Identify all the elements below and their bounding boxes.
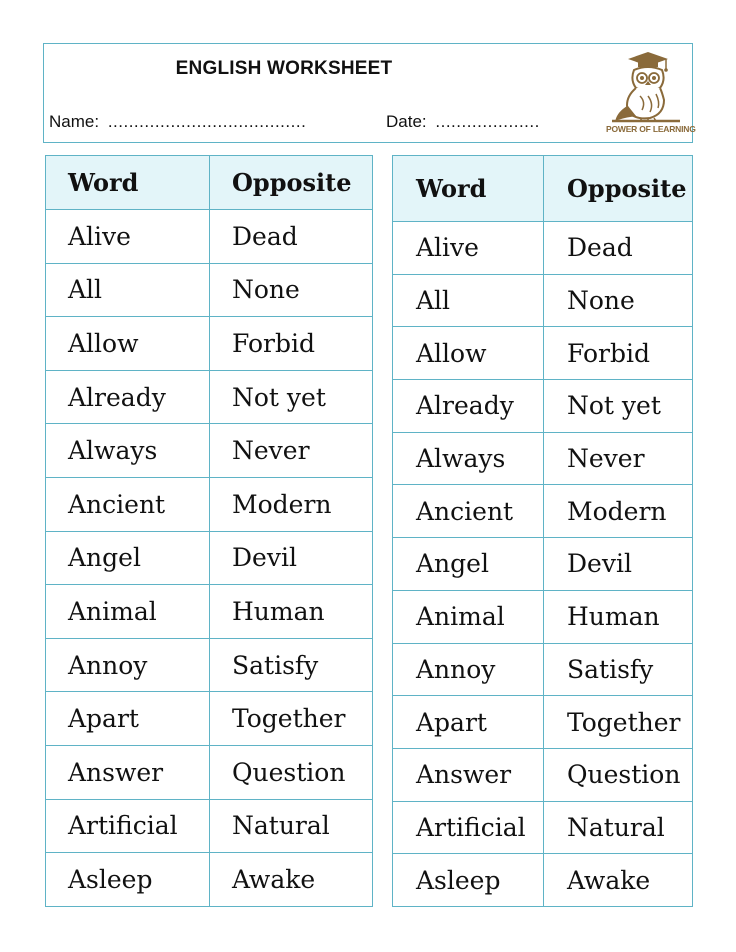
opposite-cell: Dead (210, 210, 373, 264)
name-blank[interactable]: ...................................... (107, 112, 307, 131)
worksheet-title: ENGLISH WORKSHEET (175, 58, 393, 79)
table-row (393, 538, 693, 591)
table-row (46, 210, 373, 264)
opposite-cell: Never (210, 424, 373, 478)
opposite-cell: Modern (544, 485, 693, 538)
word-cell: Answer (393, 748, 544, 801)
opposite-cell: Satisfy (544, 643, 693, 696)
opposite-cell: Together (210, 692, 373, 746)
table-row (46, 531, 373, 585)
word-cell: Apart (393, 696, 544, 749)
table-row (46, 477, 373, 531)
word-cell: Animal (46, 585, 210, 639)
word-cell: Animal (393, 590, 544, 643)
table-row (393, 485, 693, 538)
word-cell: Annoy (393, 643, 544, 696)
word-cell: Asleep (46, 853, 210, 907)
table-row (393, 643, 693, 696)
table-row (393, 222, 693, 275)
logo-text: POWER OF LEARNING (606, 124, 696, 134)
table-row (46, 745, 373, 799)
word-cell: Apart (46, 692, 210, 746)
opposite-cell: Awake (544, 854, 693, 907)
word-cell: Allow (46, 317, 210, 371)
table-header-row (393, 156, 693, 222)
table-row (46, 370, 373, 424)
opposite-cell: Dead (544, 222, 693, 275)
opposite-cell: Forbid (544, 327, 693, 380)
worksheet-header (43, 43, 696, 143)
date-label: Date: (386, 112, 427, 131)
word-cell: Ancient (393, 485, 544, 538)
table-row (393, 748, 693, 801)
table-row (46, 692, 373, 746)
table-row (393, 696, 693, 749)
opposite-cell: Not yet (544, 380, 693, 433)
table-row (393, 801, 693, 854)
opposite-cell: Satisfy (210, 638, 373, 692)
opposite-cell: None (544, 274, 693, 327)
word-cell: Already (393, 380, 544, 433)
opposite-cell: Forbid (210, 317, 373, 371)
word-cell: Artificial (46, 799, 210, 853)
column-header-opposite: Opposite (544, 156, 693, 222)
name-field (49, 112, 306, 132)
table-row (393, 274, 693, 327)
opposite-cell: Natural (544, 801, 693, 854)
opposite-cell: Awake (210, 853, 373, 907)
table-row (46, 263, 373, 317)
opposite-cell: Never (544, 432, 693, 485)
word-cell: Alive (46, 210, 210, 264)
word-cell: Always (393, 432, 544, 485)
word-cell: All (393, 274, 544, 327)
opposite-cell: Devil (544, 538, 693, 591)
word-cell: Alive (393, 222, 544, 275)
table-row (46, 317, 373, 371)
opposite-cell: Question (210, 745, 373, 799)
word-cell: Allow (393, 327, 544, 380)
column-header-word: Word (46, 156, 210, 210)
word-cell: Angel (393, 538, 544, 591)
opposite-cell: Devil (210, 531, 373, 585)
word-cell: Ancient (46, 477, 210, 531)
table-row (393, 327, 693, 380)
word-cell: Answer (46, 745, 210, 799)
opposite-cell: Natural (210, 799, 373, 853)
word-cell: Annoy (46, 638, 210, 692)
opposite-cell: Human (210, 585, 373, 639)
table-row (46, 853, 373, 907)
word-cell: Already (46, 370, 210, 424)
opposite-cell: Question (544, 748, 693, 801)
date-field (386, 112, 540, 132)
table-row (46, 638, 373, 692)
column-header-opposite: Opposite (210, 156, 373, 210)
opposite-cell: None (210, 263, 373, 317)
word-cell: Asleep (393, 854, 544, 907)
table-row (393, 432, 693, 485)
owl-logo (606, 50, 696, 140)
word-cell: Angel (46, 531, 210, 585)
table-row (46, 585, 373, 639)
table-row (46, 424, 373, 478)
table-row (393, 854, 693, 907)
word-cell: Always (46, 424, 210, 478)
owl-icon (606, 50, 688, 124)
column-header-word: Word (393, 156, 544, 222)
word-cell: All (46, 263, 210, 317)
opposites-table-right (392, 155, 693, 907)
table-row (393, 380, 693, 433)
table-row (46, 799, 373, 853)
name-label: Name: (49, 112, 100, 131)
table-row (393, 590, 693, 643)
opposite-cell: Human (544, 590, 693, 643)
opposite-cell: Together (544, 696, 693, 749)
table-header-row (46, 156, 373, 210)
opposite-cell: Modern (210, 477, 373, 531)
date-blank[interactable]: .................... (435, 112, 540, 131)
opposites-table-left (45, 155, 373, 907)
word-cell: Artificial (393, 801, 544, 854)
opposite-cell: Not yet (210, 370, 373, 424)
